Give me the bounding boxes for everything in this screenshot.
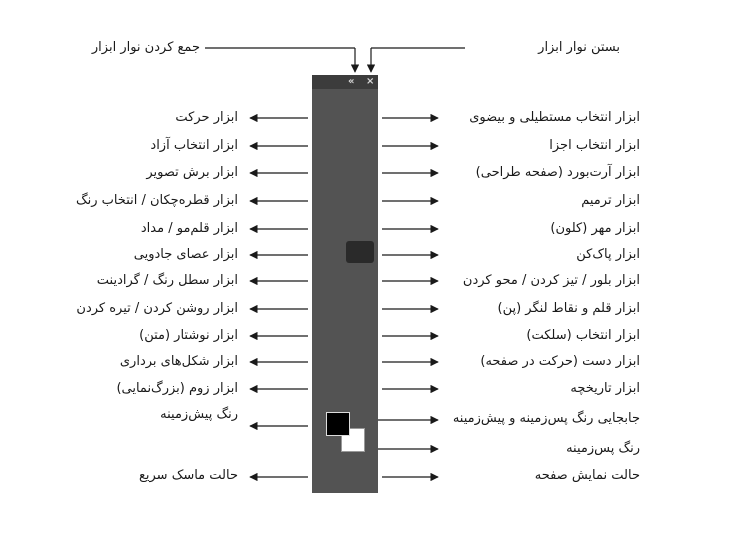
close-toolbar-label: بستن نوار ابزار bbox=[538, 40, 620, 55]
tool-label-right: ابزار انتخاب مستطیلی و بیضوی bbox=[469, 110, 640, 125]
tool-label-right: ابزار مهر (کلون) bbox=[550, 221, 640, 236]
tool-label-right: ابزار دست (حرکت در صفحه) bbox=[480, 354, 640, 369]
tool-label-left: ابزار نوشتار (متن) bbox=[139, 328, 238, 343]
collapse-icon[interactable]: « bbox=[348, 76, 355, 87]
tool-label-left: ابزار شکل‌های برداری bbox=[119, 354, 238, 369]
tool-label-right: ابزار ترمیم bbox=[581, 193, 640, 208]
tool-label-left: ابزار حرکت bbox=[175, 110, 238, 125]
tool-label-left: ابزار انتخاب آزاد bbox=[150, 138, 238, 153]
tool-label-right: ابزار تاریخچه bbox=[570, 381, 640, 396]
tool-label-right: ابزار انتخاب (سلکت) bbox=[526, 328, 640, 343]
tool-label-left: ابزار سطل رنگ / گرادینت bbox=[96, 273, 238, 288]
quick-mask-label: حالت ماسک سریع bbox=[138, 468, 238, 483]
swap-colors-label: جابجایی رنگ پس‌زمینه و پیش‌زمینه bbox=[452, 411, 640, 426]
screen-mode-label: حالت نمایش صفحه bbox=[534, 468, 640, 483]
foreground-color-swatch[interactable] bbox=[326, 412, 350, 436]
selected-tool-highlight bbox=[346, 241, 374, 263]
tool-label-right: ابزار پاک‌کن bbox=[576, 247, 640, 262]
tool-label-right: ابزار بلور / تیز کردن / محو کردن bbox=[462, 273, 640, 288]
tool-label-left: ابزار برش تصویر bbox=[146, 165, 238, 180]
background-color-label: رنگ پس‌زمینه bbox=[566, 441, 640, 456]
tool-label-left: ابزار عصای جادویی bbox=[133, 247, 238, 262]
close-icon[interactable]: × bbox=[366, 76, 375, 87]
foreground-color-label: رنگ پیش‌زمینه bbox=[160, 407, 238, 422]
collapse-toolbar-label: جمع کردن نوار ابزار bbox=[91, 40, 200, 55]
tool-label-left: ابزار قلم‌مو / مداد bbox=[140, 221, 238, 236]
tool-label-left: ابزار روشن کردن / تیره کردن bbox=[76, 301, 238, 316]
tool-label-left: ابزار زوم (بزرگ‌نمایی) bbox=[116, 381, 238, 396]
tool-label-right: ابزار قلم و نقاط لنگر (پن) bbox=[497, 301, 640, 316]
tool-label-right: ابزار انتخاب اجزا bbox=[549, 138, 640, 153]
tool-label-left: ابزار قطره‌چکان / انتخاب رنگ bbox=[75, 193, 238, 208]
toolbar-header bbox=[312, 75, 378, 89]
tool-label-right: ابزار آرت‌بورد (صفحه طراحی) bbox=[475, 165, 640, 180]
